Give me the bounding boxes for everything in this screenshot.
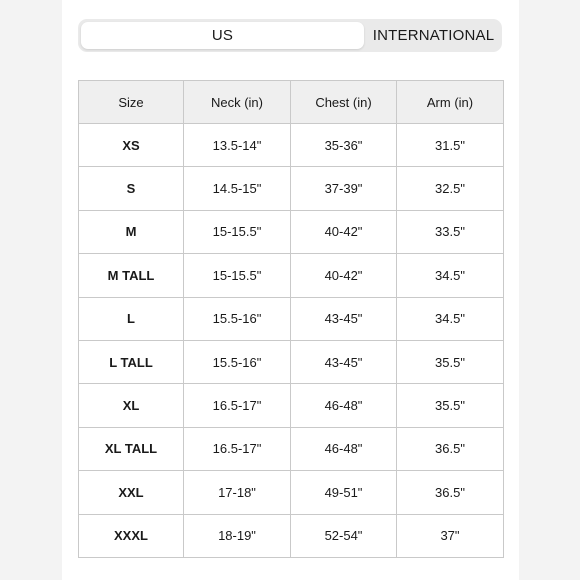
neck-cell: 18-19" (184, 514, 291, 557)
neck-cell: 15.5-16" (184, 297, 291, 340)
column-header-arm: Arm (in) (397, 81, 504, 124)
chest-cell: 46-48" (291, 384, 397, 427)
chest-cell: 40-42" (291, 210, 397, 253)
arm-cell: 31.5" (397, 124, 504, 167)
table-row (79, 297, 504, 340)
arm-cell: 36.5" (397, 427, 504, 470)
neck-cell: 15-15.5" (184, 210, 291, 253)
column-header-chest: Chest (in) (291, 81, 397, 124)
arm-cell: 32.5" (397, 167, 504, 210)
chest-cell: 46-48" (291, 427, 397, 470)
size-cell: L TALL (79, 340, 184, 383)
chest-cell: 40-42" (291, 254, 397, 297)
table-row (79, 384, 504, 427)
size-cell: S (79, 167, 184, 210)
tab-international[interactable]: INTERNATIONAL (372, 27, 495, 44)
neck-cell: 16.5-17" (184, 427, 291, 470)
tab-us[interactable]: US (81, 22, 364, 49)
size-cell: XL TALL (79, 427, 184, 470)
chest-cell: 49-51" (291, 471, 397, 514)
arm-cell: 35.5" (397, 340, 504, 383)
region-segmented-control (78, 19, 502, 52)
table-row (79, 124, 504, 167)
arm-cell: 34.5" (397, 254, 504, 297)
chest-cell: 43-45" (291, 340, 397, 383)
size-cell: M (79, 210, 184, 253)
arm-cell: 37" (397, 514, 504, 557)
neck-cell: 17-18" (184, 471, 291, 514)
table-row (79, 514, 504, 557)
column-header-size: Size (79, 81, 184, 124)
chest-cell: 43-45" (291, 297, 397, 340)
table-row (79, 210, 504, 253)
arm-cell: 36.5" (397, 471, 504, 514)
chest-cell: 35-36" (291, 124, 397, 167)
size-chart-table (78, 80, 504, 558)
size-cell: XXL (79, 471, 184, 514)
table-header-row (79, 81, 504, 124)
table-row (79, 471, 504, 514)
size-cell: M TALL (79, 254, 184, 297)
size-cell: XL (79, 384, 184, 427)
neck-cell: 16.5-17" (184, 384, 291, 427)
table-row (79, 427, 504, 470)
table-row (79, 167, 504, 210)
neck-cell: 13.5-14" (184, 124, 291, 167)
chest-cell: 52-54" (291, 514, 397, 557)
size-cell: L (79, 297, 184, 340)
table-row (79, 254, 504, 297)
arm-cell: 33.5" (397, 210, 504, 253)
arm-cell: 35.5" (397, 384, 504, 427)
chest-cell: 37-39" (291, 167, 397, 210)
size-cell: XS (79, 124, 184, 167)
size-cell: XXXL (79, 514, 184, 557)
neck-cell: 15.5-16" (184, 340, 291, 383)
table-row (79, 340, 504, 383)
column-header-neck: Neck (in) (184, 81, 291, 124)
neck-cell: 14.5-15" (184, 167, 291, 210)
arm-cell: 34.5" (397, 297, 504, 340)
neck-cell: 15-15.5" (184, 254, 291, 297)
